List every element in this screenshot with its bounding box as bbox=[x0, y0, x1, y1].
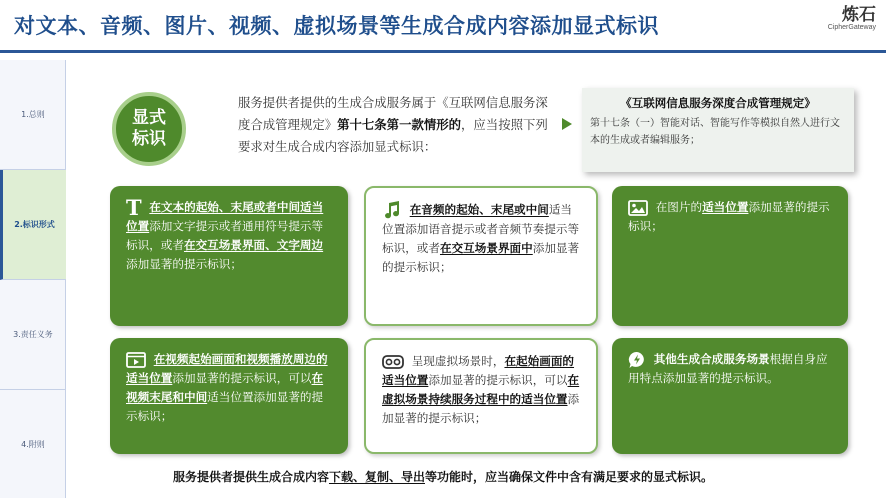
arrow-right-icon bbox=[562, 118, 572, 130]
lightning-bubble-icon bbox=[628, 351, 646, 369]
explicit-label-badge bbox=[112, 92, 186, 166]
footer-text-2: 等功能时，应当确保文件中含有满足要求的显式标识。 bbox=[425, 470, 714, 484]
intro-bold: 第十七条第一款情形的 bbox=[337, 117, 462, 132]
sidebar-item-label-form[interactable]: 2.标识形式 bbox=[0, 170, 66, 280]
footer-text-1: 服务提供者提供生成合成内容 bbox=[172, 470, 329, 484]
vr-headset-icon bbox=[382, 355, 404, 369]
card-other-bold-1: 其他生成合成服务场景 bbox=[653, 352, 770, 366]
card-audio-bold-1: 在音频的起始、末尾或中间 bbox=[409, 202, 549, 217]
page-title: 对文本、音频、图片、视频、虚拟场景等生成合成内容添加显式标识 bbox=[14, 14, 659, 38]
card-text-bold-1: 在文本的起始、末尾或者中间适当位置 bbox=[126, 200, 324, 233]
card-video-bold-1: 在视频起始画面和视频播放周边的适当位置 bbox=[126, 352, 328, 385]
music-note-icon bbox=[382, 200, 402, 220]
card-text bbox=[110, 186, 348, 326]
law-title: 《互联网信息服务深度合成管理规定》 bbox=[620, 96, 816, 110]
card-video-text-2: 适当位置添加显著的提示标识； bbox=[126, 390, 324, 423]
text-format-icon: T bbox=[126, 195, 142, 220]
card-virtual-text-2: 添加显著的提示标识； bbox=[382, 392, 580, 425]
card-image-text-1: 添加显著的提示标识； bbox=[628, 200, 830, 233]
sidebar-item-appendix[interactable]: 4.附则 bbox=[21, 439, 45, 449]
law-excerpt-box bbox=[582, 88, 854, 172]
logo-text-cn: 炼石 bbox=[842, 5, 876, 25]
title-divider bbox=[0, 50, 886, 53]
card-virtual-bold-1: 在起始画面的适当位置 bbox=[382, 354, 575, 387]
sidebar-item-responsibility[interactable]: 3.责任义务 bbox=[0, 280, 66, 390]
card-text-text-2: 添加显著的提示标识； bbox=[126, 257, 242, 271]
card-audio-text-1: 适当位置添加语音提示或者音频节奏提示等标识，或者 bbox=[382, 202, 580, 255]
card-video-bold-2: 在视频末尾和中间 bbox=[126, 371, 324, 404]
card-text-bold-2: 在交互场景界面、文字周边 bbox=[183, 238, 324, 252]
footer-note bbox=[0, 468, 886, 485]
card-text-text-1: 添加文字提示或者通用符号提示等标识，或者 bbox=[126, 219, 324, 252]
intro-text-2: ，应当按照下列要求对生成合成内容添加显式标识： bbox=[238, 117, 548, 154]
card-audio-text-2: 添加显著的提示标识； bbox=[382, 241, 580, 274]
image-icon bbox=[628, 200, 648, 216]
card-virtual-text-1: 添加显著的提示标识，可以 bbox=[428, 373, 568, 387]
card-video bbox=[110, 338, 348, 454]
badge-line-2: 标识 bbox=[132, 129, 166, 149]
intro-text-1: 服务提供者提供的生成合成服务属于《互联网信息服务深度合成管理规定》 bbox=[238, 95, 548, 132]
sidebar-item-general[interactable]: 1.总则 bbox=[0, 60, 66, 170]
badge-line-1: 显式 bbox=[132, 108, 166, 128]
card-audio bbox=[364, 186, 598, 326]
card-other bbox=[612, 338, 848, 454]
section-sidebar bbox=[0, 60, 66, 498]
footer-underline: 下载、复制、导出 bbox=[328, 470, 425, 484]
card-audio-bold-2: 在交互场景界面中 bbox=[439, 241, 533, 255]
card-video-text-1: 添加显著的提示标识，可以 bbox=[172, 371, 312, 385]
law-body: 第十七条（一）智能对话、智能写作等模拟自然人进行文本的生成或者编辑服务； bbox=[590, 118, 840, 146]
brand-logo bbox=[828, 6, 876, 31]
card-other-text-1: 根据自身应用特点添加显著的提示标识。 bbox=[628, 352, 828, 385]
intro-paragraph bbox=[238, 92, 558, 158]
logo-text-en: CipherGateway bbox=[827, 24, 876, 31]
video-play-icon bbox=[126, 352, 146, 368]
card-image-bold-1: 适当位置 bbox=[702, 200, 749, 214]
card-image bbox=[612, 186, 848, 326]
card-virtual-scene bbox=[364, 338, 598, 454]
card-virtual-bold-2: 在虚拟场景持续服务过程中的适当位置 bbox=[382, 373, 580, 406]
card-virtual-text-0: 呈现虚拟场景时， bbox=[411, 354, 505, 368]
card-image-text-0: 在图片的 bbox=[655, 200, 703, 214]
